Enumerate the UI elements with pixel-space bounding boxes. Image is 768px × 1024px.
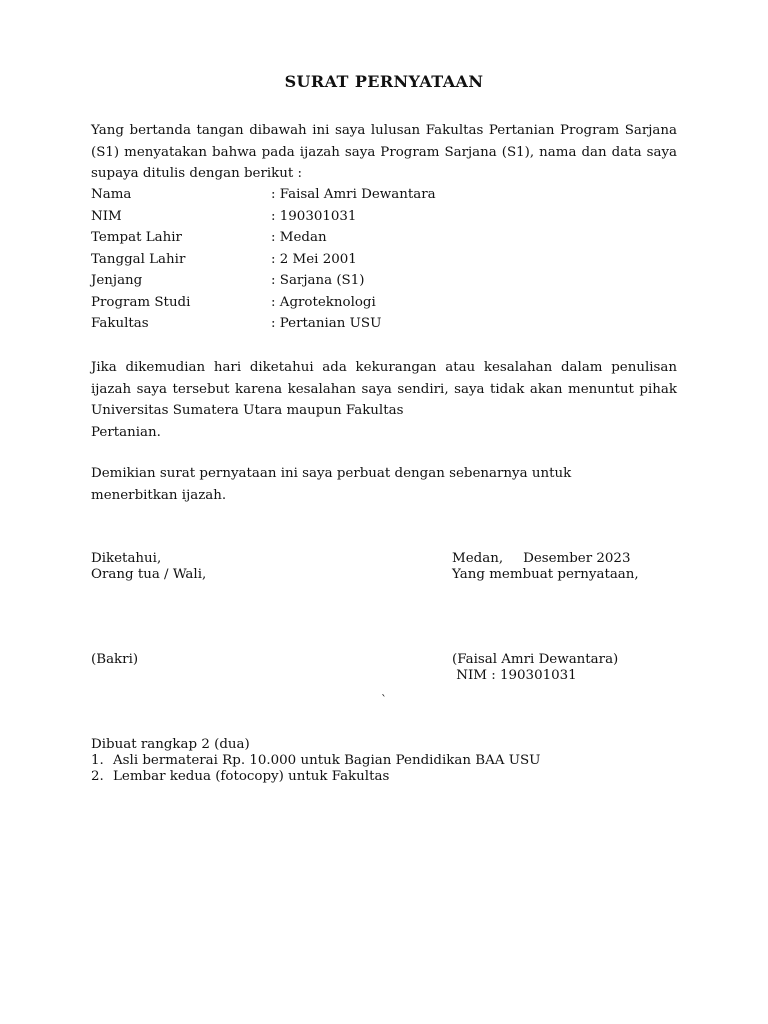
stray-mark: `: [381, 693, 387, 707]
field-label: Tempat Lahir: [91, 230, 182, 245]
closing-paragraph: [91, 463, 677, 506]
intro-paragraph: Yang bertanda tangan dibawah ini saya lulusan Fakultas Pertanian Program Sarjana (S1) menyatakan bahwa pada ijazah saya Program Sarjana (S1), nama dan data saya supaya ditulis dengan berikut :: [91, 123, 677, 181]
guardian-label: Orang tua / Wali,: [91, 567, 207, 582]
field-value: : Agroteknologi: [271, 294, 376, 310]
list-item-text: Asli bermaterai Rp. 10.000 untuk Bagian Pendidikan BAA USU: [113, 753, 541, 768]
list-item-text: Lembar kedua (fotocopy) untuk Fakultas: [113, 769, 390, 784]
field-value: : Faisal Amri Dewantara: [271, 187, 436, 202]
declarant-name: (Faisal Amri Dewantara): [452, 652, 619, 667]
place: Medan,: [452, 551, 504, 566]
field-value: : 2 Mei 2001: [271, 251, 357, 267]
closing-text-last-line: menerbitkan ijazah.: [91, 487, 227, 503]
field-row-tempat-lahir: [91, 227, 677, 249]
notes-heading: Dibuat rangkap 2 (dua): [91, 737, 250, 752]
declarant-label: Yang membuat pernyataan,: [452, 567, 639, 582]
statement-paragraph: [91, 357, 677, 443]
field-label: Program Studi: [91, 294, 191, 310]
declarant-name-block: [452, 652, 618, 684]
statement-text-last-line: Pertanian.: [91, 424, 161, 440]
list-item: [91, 769, 540, 785]
field-label: Nama: [91, 187, 132, 202]
copies-notes: [91, 737, 540, 785]
field-label: NIM: [91, 208, 122, 224]
statement-text: Jika dikemudian hari diketahui ada kekurangan atau kesalahan dalam penulisan ijazah saya tersebut karena kesalahan saya sendiri, saya tidak akan menuntut pihak Universitas Sumatera Utara maupun Fakultas: [91, 360, 677, 418]
declarant-nim: NIM : 190301031: [452, 668, 577, 683]
closing-text: Demikian surat pernyataan ini saya perbuat dengan sebenarnya untuk: [91, 466, 572, 481]
field-value: : Pertanian USU: [271, 316, 382, 331]
list-item-number: 2.: [91, 769, 104, 784]
signature-right-block: [452, 551, 639, 583]
field-row-tanggal-lahir: [91, 249, 677, 271]
document-title: SURAT PERNYATAAN: [284, 72, 484, 91]
identity-fields: [91, 184, 677, 335]
field-value: : Medan: [271, 230, 327, 245]
signature-left-block: [91, 551, 206, 583]
date: Desember 2023: [523, 551, 631, 566]
field-row-fakultas: [91, 313, 677, 335]
field-row-jenjang: [91, 270, 677, 292]
field-row-nim: [91, 206, 677, 228]
field-label: Fakultas: [91, 316, 149, 331]
field-label: Tanggal Lahir: [91, 251, 186, 267]
field-value: : 190301031: [271, 208, 357, 224]
field-row-nama: [91, 184, 677, 206]
field-value: : Sarjana (S1): [271, 273, 365, 288]
acknowledged-label: Diketahui,: [91, 551, 162, 566]
guardian-name: (Bakri): [91, 652, 139, 667]
place-date: [452, 551, 639, 567]
field-row-program-studi: [91, 292, 677, 314]
list-item-number: 1.: [91, 753, 104, 768]
field-label: Jenjang: [91, 273, 143, 288]
list-item: [91, 753, 540, 769]
